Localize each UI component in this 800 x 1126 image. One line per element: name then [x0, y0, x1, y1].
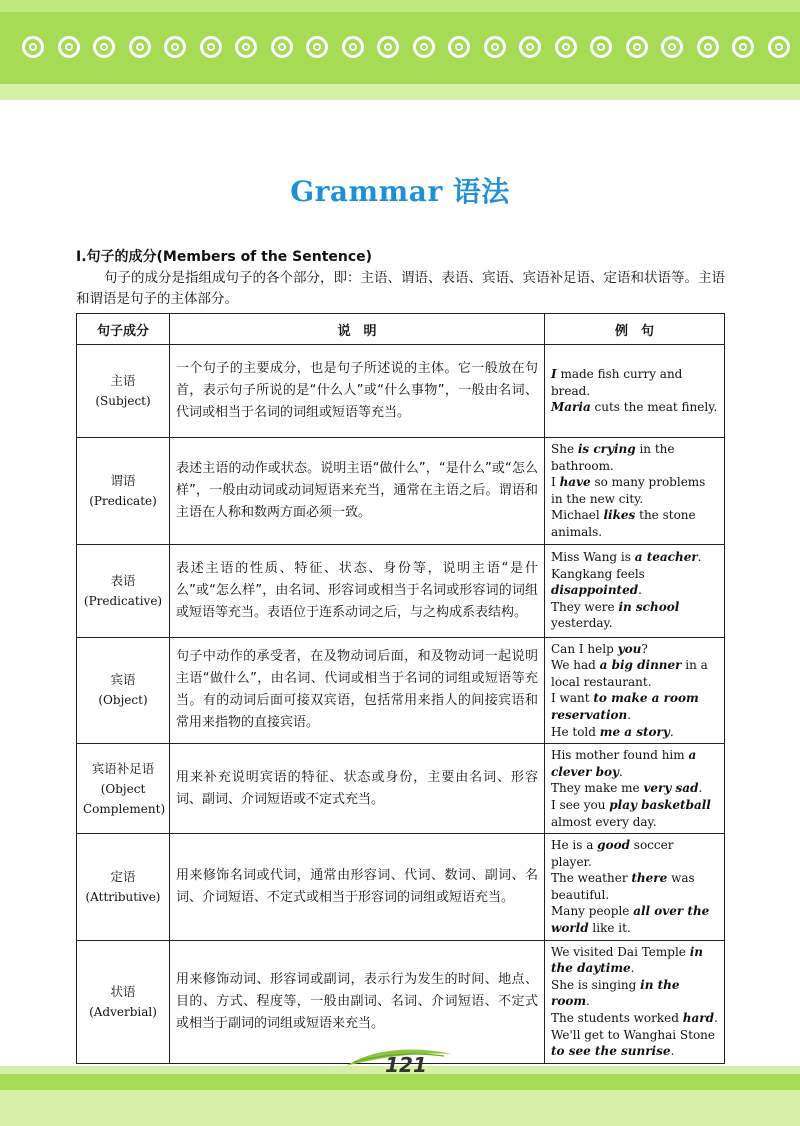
example-text: The students worked — [551, 1011, 683, 1026]
example-text: was beautiful. — [551, 871, 695, 902]
example-text: The weather — [551, 871, 632, 886]
example-sentence — [551, 474, 718, 507]
example-text: . — [627, 707, 632, 722]
example-highlight: in the daytime — [551, 944, 704, 976]
example-sentence — [551, 657, 718, 690]
example-sentence — [551, 566, 718, 599]
example-sentence — [551, 1010, 718, 1027]
example-cell — [545, 637, 725, 744]
example-highlight: all over the world — [551, 904, 710, 936]
ring-icon — [626, 36, 648, 58]
ring-icon — [484, 36, 506, 58]
member-name-cell — [77, 834, 170, 941]
member-name-en: (Subject) — [95, 394, 151, 408]
example-highlight: to see the sunrise — [551, 1044, 671, 1059]
example-highlight: play basketball — [609, 797, 711, 812]
example-text: We had — [551, 658, 600, 673]
example-text: His mother found him — [551, 748, 689, 763]
example-sentence — [551, 747, 718, 780]
description-cell: 用来修饰动词、形容词或副词，表示行为发生的时间、地点、目的、方式、程度等，一般由副词、名词、介词短语、不定式或相当于副词的词组或短语来充当。 — [170, 940, 545, 1063]
example-sentence — [551, 870, 718, 903]
example-sentence — [551, 780, 718, 797]
example-text: They were — [551, 599, 619, 614]
ring-icon — [448, 36, 470, 58]
example-text: She — [551, 442, 578, 456]
example-highlight: a big dinner — [599, 658, 682, 673]
example-text: ? — [641, 641, 648, 656]
example-cell — [545, 438, 725, 545]
member-name-en: (Predicate) — [89, 493, 157, 508]
member-name-cn: 宾语补足语 — [91, 760, 155, 776]
description-cell: 用来补充说明宾语的特征、状态或身份，主要由名词、形容词、副词、介词短语或不定式充当。 — [170, 744, 545, 834]
example-sentence — [551, 366, 718, 399]
example-text: Can I help — [551, 641, 618, 656]
example-highlight: likes — [603, 508, 636, 523]
example-text: cuts the meat finely. — [590, 400, 718, 415]
example-text: . — [638, 583, 642, 598]
example-highlight: is crying — [577, 442, 636, 456]
example-text: Michael — [551, 508, 604, 523]
description-cell: 表述主语的性质、特征、状态、身份等，说明主语“是什么”或“怎么样”，由名词、形容词或相当于名词或形容词的词组或短语等充当。表语位于连系动词之后，与之构成系表结构。 — [170, 544, 545, 637]
member-name-en: (Predicative) — [83, 593, 163, 608]
example-sentence — [551, 690, 718, 723]
member-name-cell — [77, 345, 170, 438]
example-sentence — [551, 599, 718, 632]
example-text: Miss Wang is — [551, 550, 635, 565]
example-highlight: a teacher — [634, 550, 698, 565]
table-body — [77, 345, 725, 1064]
example-text: like it. — [588, 921, 631, 936]
example-text: . — [669, 724, 674, 739]
example-text: so many problems in the new city. — [551, 475, 706, 506]
example-text: . — [586, 994, 590, 1009]
example-sentence — [551, 441, 718, 474]
example-sentence — [551, 641, 718, 658]
ring-icon — [306, 36, 328, 58]
header-description: 说 明 — [170, 314, 545, 345]
example-highlight: you — [617, 641, 642, 656]
example-sentence — [551, 837, 718, 870]
description-cell: 用来修饰名词或代词，通常由形容词、代词、数词、副词、名词、介词短语、不定式或相当于形容词的词组或短语充当。 — [170, 834, 545, 941]
example-highlight: to make a room reservation — [551, 691, 699, 722]
example-text: He told — [551, 724, 600, 739]
example-text: . — [713, 1011, 718, 1026]
table-row — [77, 544, 725, 637]
example-cell — [545, 544, 725, 637]
table-row — [77, 637, 725, 744]
example-text: I see you — [551, 797, 610, 812]
example-text: She is singing — [551, 977, 641, 992]
example-text: made fish curry and bread. — [551, 367, 683, 398]
example-text: . — [630, 961, 635, 976]
example-text: in a local restaurant. — [551, 658, 708, 689]
header-part: 句子成分 — [77, 314, 170, 345]
example-sentence — [551, 903, 718, 936]
example-text: We visited Dai Temple — [551, 944, 690, 959]
description-cell: 句子中动作的承受者，在及物动词后面，和及物动词一起说明主语“做什么”，由名词、代词或相当于名词的词组或短语等充当。有的动词后面可接双宾语，包括常用来指人的间接宾语和常用来指物的直接宾语。 — [170, 637, 545, 744]
ring-icon — [555, 36, 577, 58]
ring-icon — [235, 36, 257, 58]
ring-icon — [164, 36, 186, 58]
example-text: . — [670, 1044, 675, 1059]
ring-decorations — [0, 20, 800, 80]
member-name-cn: 状语 — [110, 983, 136, 999]
description-cell: 表述主语的动作或状态。说明主语“做什么”，“是什么”或“怎么样”，一般由动词或动词短语来充当，通常在主语之后。谓语和主语在人称和数两方面必须一致。 — [170, 438, 545, 545]
example-text: I want — [551, 691, 594, 706]
section-intro: 句子的成分是指组成句子的各个部分，即：主语、谓语、表语、宾语、宾语补足语、定语和状语等。主语和谓语是句子的主体部分。 — [76, 270, 725, 307]
member-name-cn: 谓语 — [110, 472, 136, 488]
example-cell — [545, 834, 725, 941]
example-highlight: Maria — [551, 400, 591, 415]
member-name-en: (Object Complement) — [83, 781, 166, 816]
example-highlight: there — [631, 871, 668, 886]
section-heading: Ⅰ.句子的成分(Members of the Sentence) — [76, 249, 373, 265]
top-decorative-banner — [0, 0, 800, 100]
ring-icon — [22, 36, 44, 58]
page-title — [0, 170, 800, 210]
table-row — [77, 345, 725, 438]
ring-icon — [732, 36, 754, 58]
table-row — [77, 834, 725, 941]
member-name-cell — [77, 637, 170, 744]
example-sentence — [551, 977, 718, 1010]
example-highlight: in school — [618, 599, 680, 614]
example-sentence — [551, 797, 718, 830]
ring-icon — [697, 36, 719, 58]
example-highlight: very sad — [643, 781, 699, 796]
example-text: We'll get to Wanghai Stone — [551, 1027, 716, 1042]
table-header-row — [77, 314, 725, 345]
example-text: . — [698, 781, 703, 796]
example-text: . — [697, 550, 702, 565]
example-highlight: I — [551, 367, 557, 382]
header-example: 例 句 — [545, 314, 725, 345]
ring-icon — [271, 36, 293, 58]
ring-icon — [590, 36, 612, 58]
example-text: I — [551, 475, 560, 490]
example-text: soccer player. — [551, 838, 674, 869]
table-row — [77, 438, 725, 545]
member-name-en: (Attributive) — [85, 889, 161, 904]
example-sentence — [551, 724, 718, 741]
member-name-cn: 定语 — [110, 868, 136, 884]
example-text: Kangkang feels — [551, 566, 645, 581]
example-highlight: in the room — [551, 977, 680, 1009]
example-text: They make me — [551, 781, 644, 796]
ring-icon — [58, 36, 80, 58]
example-highlight: a clever boy — [551, 748, 697, 779]
example-text: the stone animals. — [551, 508, 696, 539]
title-en: Grammar — [290, 175, 443, 208]
example-text: yesterday. — [551, 616, 613, 631]
ring-icon — [413, 36, 435, 58]
example-highlight: hard — [682, 1011, 714, 1026]
example-text: He is a — [551, 838, 598, 853]
member-name-cell — [77, 438, 170, 545]
example-text: . — [618, 764, 623, 779]
example-text: in the bathroom. — [551, 442, 675, 473]
ring-icon — [661, 36, 683, 58]
example-highlight: me a story — [599, 724, 670, 739]
example-cell — [545, 940, 725, 1063]
ring-icon — [768, 36, 790, 58]
example-cell — [545, 744, 725, 834]
example-sentence — [551, 549, 718, 566]
page-number: 121 — [385, 1053, 427, 1077]
example-sentence — [551, 1027, 718, 1060]
ring-icon — [519, 36, 541, 58]
ring-icon — [342, 36, 364, 58]
description-cell: 一个句子的主要成分，也是句子所述说的主体。它一般放在句首，表示句子所说的是“什么人”或“什么事物”，一般由名词、代词或相当于名词的词组或短语等充当。 — [170, 345, 545, 438]
table-row — [77, 744, 725, 834]
example-sentence — [551, 944, 718, 977]
member-name-en: (Adverbial) — [89, 1004, 157, 1019]
member-name-cn: 表语 — [110, 572, 136, 588]
example-highlight: good — [597, 838, 630, 853]
example-cell — [545, 345, 725, 438]
banner-lower-stripe — [0, 84, 800, 100]
example-highlight: disappointed — [551, 583, 639, 598]
ring-icon — [129, 36, 151, 58]
example-sentence — [551, 399, 718, 416]
title-cn: 语法 — [452, 175, 510, 208]
member-name-en: (Object) — [98, 693, 148, 708]
example-text: almost every day. — [551, 814, 657, 829]
member-name-cell — [77, 744, 170, 834]
member-name-cell — [77, 940, 170, 1063]
example-sentence — [551, 507, 718, 540]
sentence-members-table — [76, 313, 725, 1064]
member-name-cell — [77, 544, 170, 637]
ring-icon — [93, 36, 115, 58]
example-text: Many people — [551, 904, 634, 919]
member-name-cn: 主语 — [110, 373, 136, 388]
member-name-cn: 宾语 — [110, 672, 136, 688]
ring-icon — [200, 36, 222, 58]
example-highlight: have — [559, 475, 591, 490]
ring-icon — [377, 36, 399, 58]
